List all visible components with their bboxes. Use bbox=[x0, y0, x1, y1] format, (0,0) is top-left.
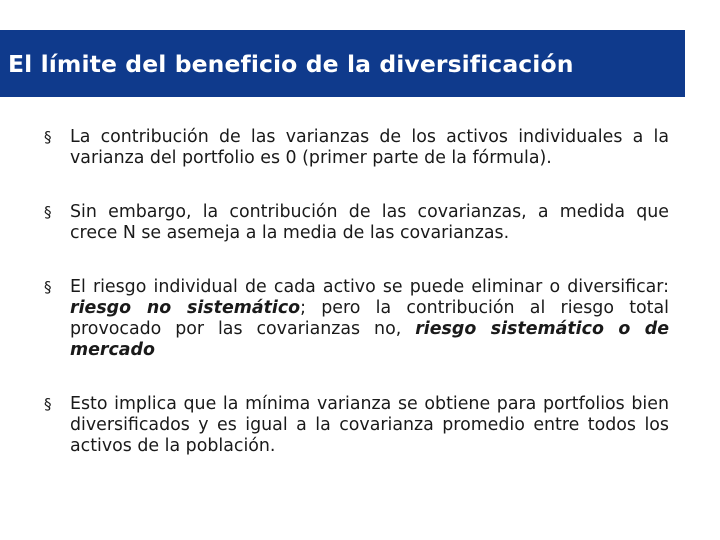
bullet-item-3 bbox=[44, 277, 669, 361]
bullet-text: Sin embargo, la contribución de las covarianzas, a medida que crece N se asemeja a la media de las covarianzas. bbox=[70, 202, 669, 243]
bullet-text-part: El riesgo individual de cada activo se puede eliminar o diversificar: bbox=[70, 277, 669, 297]
bullet-icon bbox=[44, 202, 52, 223]
bullet-icon bbox=[44, 277, 52, 298]
title-bar bbox=[0, 30, 685, 97]
bullet-list bbox=[44, 127, 669, 490]
bullet-icon bbox=[44, 127, 52, 148]
emphasis-systematic-risk: riesgo sistemático o de mercado bbox=[70, 319, 670, 360]
bullet-item-1 bbox=[44, 127, 669, 169]
bullet-text-part: ; pero la contribución al riesgo total provocado por las covarianzas no, bbox=[70, 298, 669, 339]
bullet-text: Esto implica que la mínima varianza se obtiene para portfolios bien diversificados y es igual a la covarianza promedio entre todos los activos de la población. bbox=[70, 394, 669, 456]
emphasis-unsystematic-risk: riesgo no sistemático bbox=[70, 298, 301, 318]
bullet-text: La contribución de las varianzas de los activos individuales a la varianza del portfolio es 0 (primer parte de la fórmula). bbox=[70, 127, 669, 168]
bullet-icon bbox=[44, 394, 52, 415]
bullet-item-4 bbox=[44, 394, 669, 457]
bullet-item-2 bbox=[44, 202, 669, 244]
slide-title: El límite del beneficio de la diversificación bbox=[8, 49, 574, 78]
